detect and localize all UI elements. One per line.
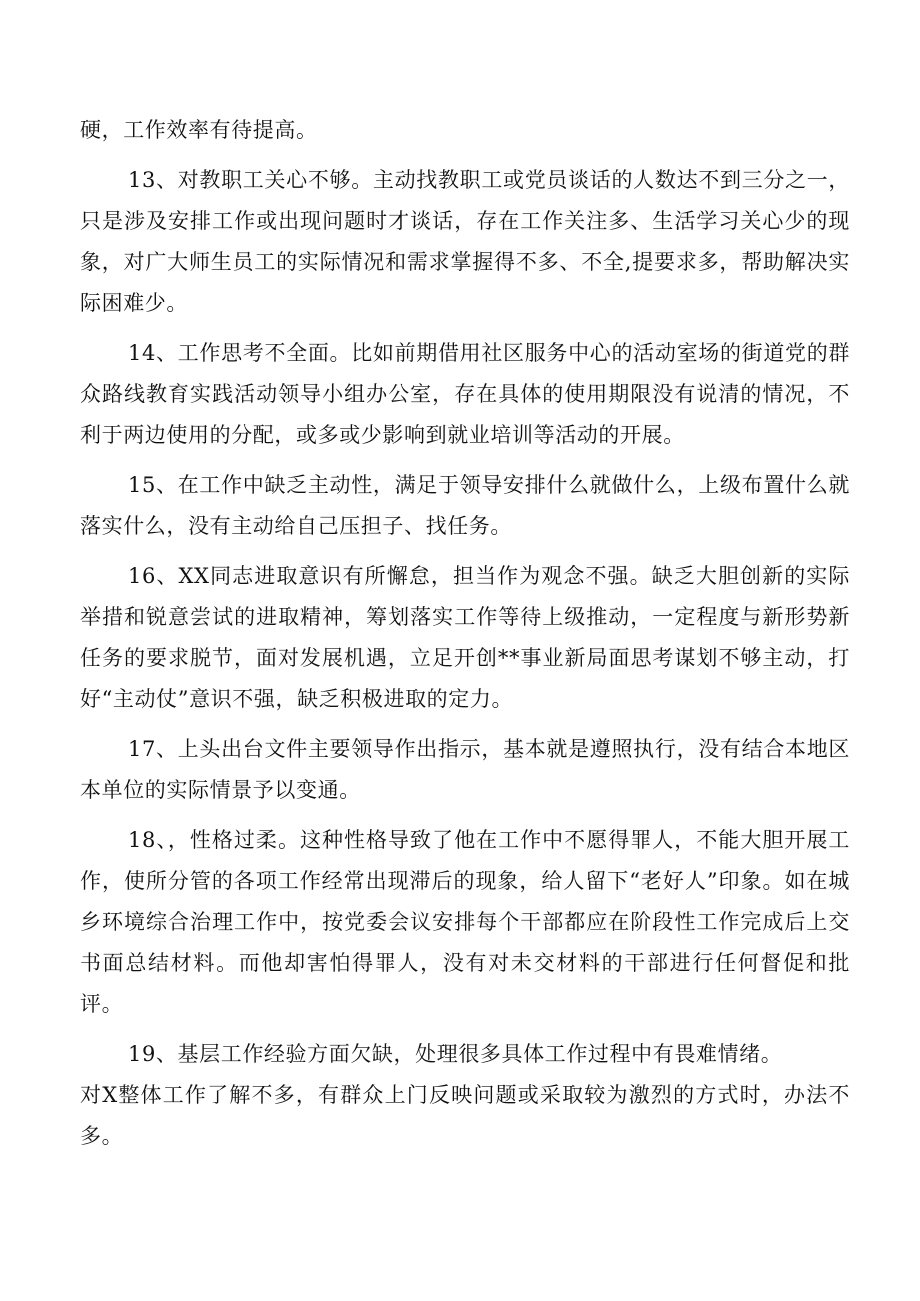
paragraph-item-19: 19、基层工作经验方面欠缺，处理很多具体工作过程中有畏难情绪。 bbox=[128, 1042, 783, 1066]
paragraph-item-13: 13、对教职工关心不够。主动找教职工或党员谈话的人数达不到三分之一，只是涉及安排工作或出现问题时才谈话，存在工作关注多、生活学习关心少的现象，对广大师生员工的实际情况和需求掌握得不多、不全,提要求多，帮助解决实际困难少。 bbox=[80, 168, 850, 315]
paragraph-item-16: 16、XX同志进取意识有所懈怠，担当作为观念不强。缺乏大胆创新的实际举措和锐意尝试的进取精神，筹划落实工作等待上级推动，一定程度与新形势新任务的要求脱节，面对发展机遇，立足开创**事业新局面思考谋划不够主动，打好“主动仗”意识不强，缺乏积极进取的定力。 bbox=[80, 564, 850, 711]
paragraph-item-15: 15、在工作中缺乏主动性，满足于领导安排什么就做什么，上级布置什么就落实什么，没有主动给自己压担子、找任务。 bbox=[80, 473, 850, 538]
paragraph-continuation: 硬，工作效率有待提高。 bbox=[80, 118, 318, 142]
paragraph-item-17: 17、上头出台文件主要领导作出指示，基本就是遵照执行，没有结合本地区本单位的实际情景予以变通。 bbox=[80, 737, 850, 802]
paragraph-item-18: 18、，性格过柔。这种性格导致了他在工作中不愿得罪人，不能大胆开展工作，使所分管的各项工作经常出现滞后的现象，给人留下“老好人”印象。如在城乡环境综合治理工作中，按党委会议安排每个干部都应在阶段性工作完成后上交书面总结材料。而他却害怕得罪人，没有对未交材料的干部进行任何督促和批评。 bbox=[80, 828, 850, 1016]
paragraph-item-14: 14、工作思考不全面。比如前期借用社区服务中心的活动室场的街道党的群众路线教育实践活动领导小组办公室，存在具体的使用期限没有说清的情况，不利于两边使用的分配，或多或少影响到就业培训等活动的开展。 bbox=[80, 341, 850, 447]
document-body bbox=[80, 110, 850, 1166]
paragraph-item-19-continued: 对X整体工作了解不多，有群众上门反映问题或采取较为激烈的方式时，办法不多。 bbox=[80, 1083, 850, 1148]
